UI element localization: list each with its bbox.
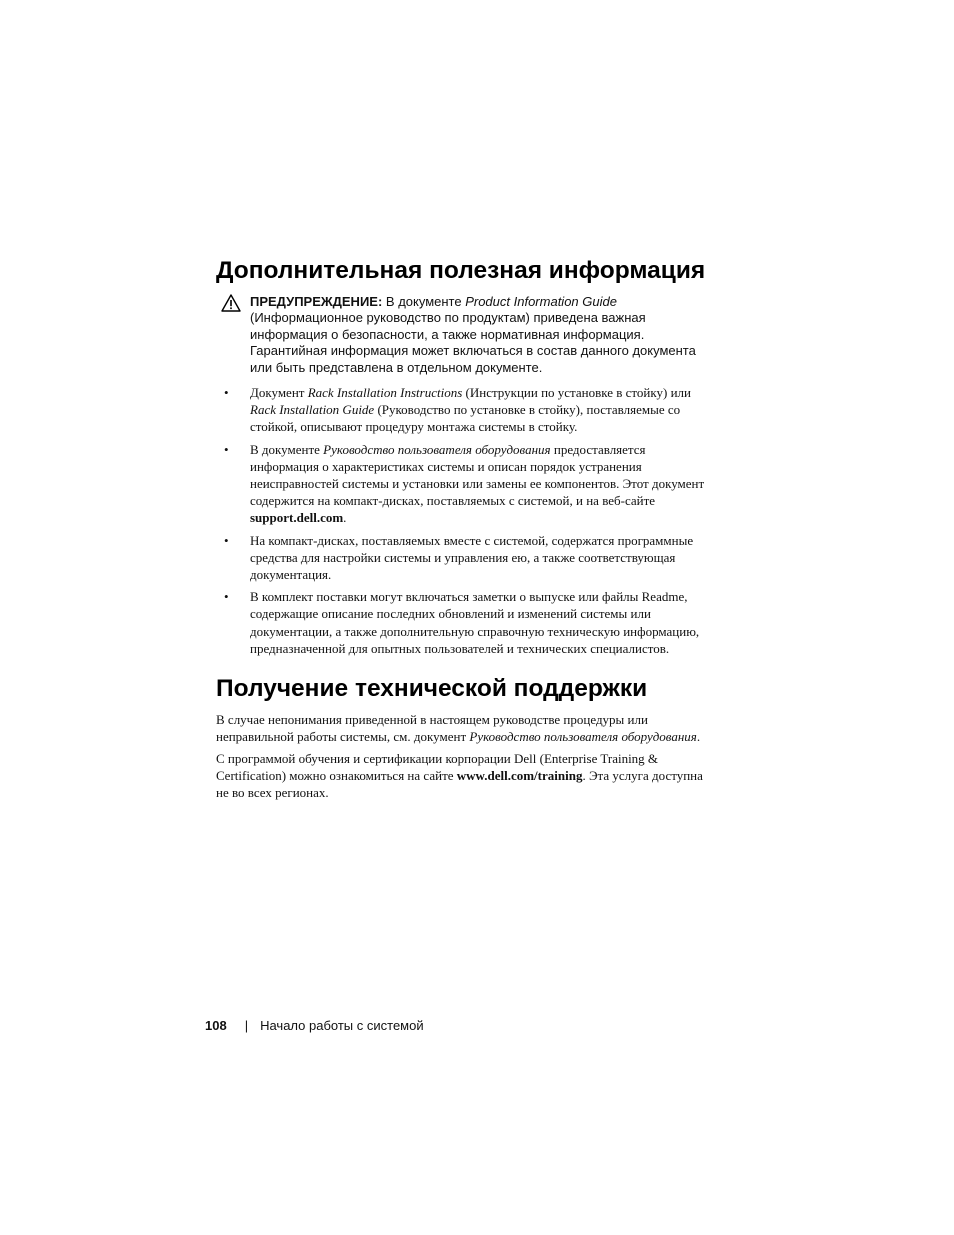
list-item-text: В комплект поставки могут включаться заметки о выпуске или файлы Readme, содержащие описание последних обновлений и изменений системы или документации, а также дополнительную справочную техническую информацию, предназначенной для опытных пользователей и технических специалистов.: [250, 589, 700, 656]
list-item-text: В документе: [250, 441, 324, 457]
doc-title-rack-guide: Rack Installation Guide: [250, 402, 375, 418]
training-site-link[interactable]: www.dell.com/training: [456, 768, 583, 784]
support-site-link[interactable]: support.dell.com: [250, 510, 344, 526]
list-item: [221, 441, 716, 527]
list-item: [221, 384, 716, 436]
list-item-text: На компакт-дисках, поставляемых вместе с системой, содержатся программные средства для настройки системы и управления ею, а также соответствующая документация.: [250, 532, 694, 583]
training-paragraph: [216, 750, 716, 802]
chapter-title: Начало работы с системой: [260, 1018, 424, 1033]
section-heading-additional-info: Дополнительная полезная информация: [216, 257, 706, 284]
bullet-icon: •: [224, 532, 229, 548]
support-paragraph: [216, 711, 716, 745]
paragraph-text: С программой обучения и сертификации корпорации Dell (Enterprise Training & Certification) можно ознакомиться на сайте: [216, 751, 659, 784]
doc-title-rack-instructions: Rack Installation Instructions: [307, 385, 463, 400]
doc-title-hardware-manual: Руководство пользователя оборудования: [469, 729, 697, 745]
paragraph-text: .: [696, 729, 701, 745]
list-item: [221, 532, 716, 584]
paragraph-text: В случае непонимания приведенной в настоящем руководстве процедуры или неправильной работы системы, см. документ: [216, 712, 648, 745]
bullet-icon: •: [224, 441, 229, 457]
info-bullet-list: [221, 384, 716, 657]
doc-title-hardware-manual: Руководство пользователя оборудования: [323, 441, 551, 457]
warning-text-part: В документе: [382, 294, 466, 309]
warning-label: ПРЕДУПРЕЖДЕНИЕ:: [250, 294, 383, 309]
list-item: [221, 588, 716, 657]
bullet-icon: •: [224, 385, 229, 400]
section-heading-tech-support: Получение технической поддержки: [216, 675, 648, 702]
list-item-text: (Руководство по установке в стойку), поставляемые со стойкой, описывают процедуру монтажа системы в стойку.: [250, 402, 681, 435]
footer-separator: |: [244, 1018, 249, 1033]
paragraph-text: . Эта услуга доступна не во всех регионах.: [216, 768, 703, 801]
page-footer: [205, 1018, 424, 1033]
warning-triangle-icon: [221, 294, 241, 312]
list-item-text: .: [343, 510, 347, 526]
bullet-icon: •: [224, 589, 229, 605]
warning-text-part: (Информационное руководство по продуктам) приведена важная информация о безопасности, а также нормативная информация. Гарантийная информация может включаться в состав данного документа или быть представлена в отдельном документе.: [250, 310, 696, 375]
list-item-text: Документ: [250, 385, 308, 400]
list-item-text: предоставляется информация о характеристиках системы и описан порядок устранения неисправностей системы и установки или замены ее компонентов. Этот документ содержится на компакт-дисках, поставляемых с системой, и на веб-сайте: [250, 441, 705, 509]
warning-text: [250, 294, 711, 376]
list-item-text: (Инструкции по установке в стойку) или: [462, 385, 691, 400]
doc-title-product-info-guide: Product Information Guide: [465, 294, 617, 309]
page-number: 108: [205, 1018, 227, 1033]
warning-notice: [221, 294, 711, 376]
